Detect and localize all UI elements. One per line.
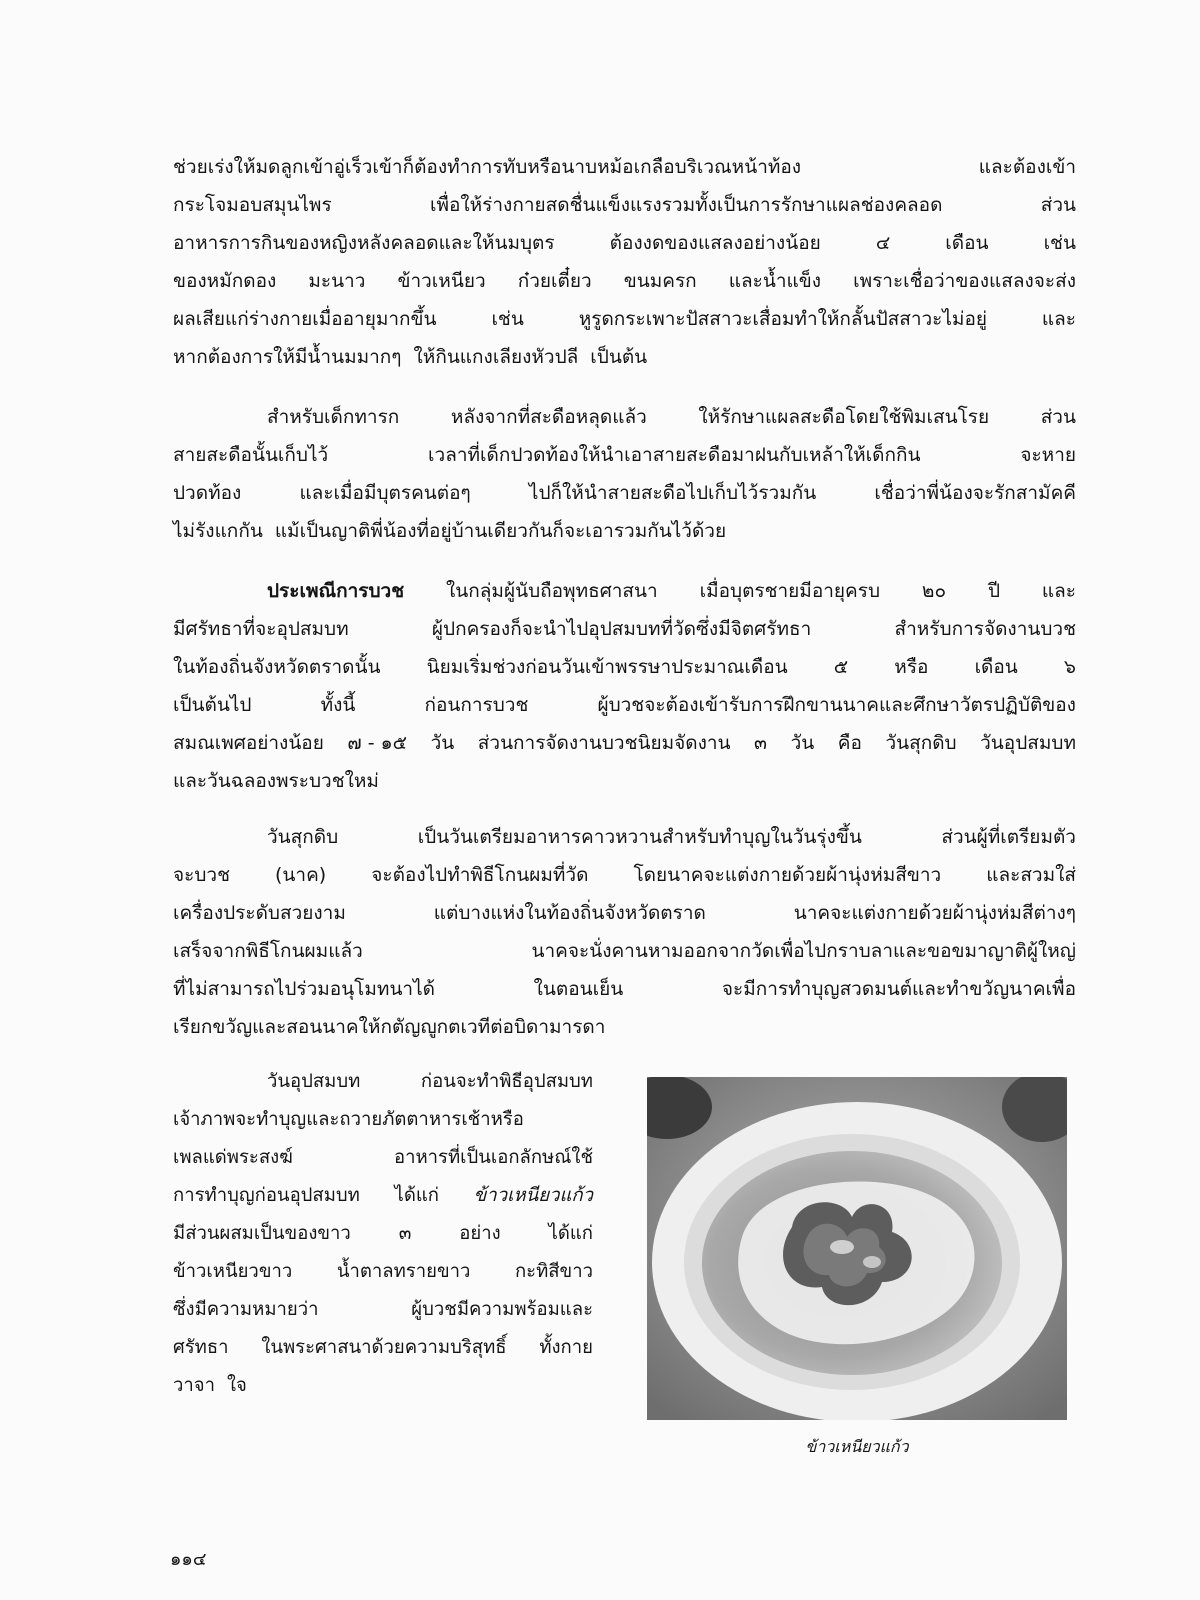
text-word: ข้าวเหนียว bbox=[397, 270, 486, 292]
text-word: ศรัทธา bbox=[173, 1337, 229, 1358]
text-word: ช่วยเร่งให้มดลูกเข้าอู่เร็วเข้าก็ต้องทำการทับหรือนาบหม้อเกลือบริเวณหน้าท้อง bbox=[173, 156, 802, 178]
paragraph-ordination-tradition bbox=[173, 572, 1076, 800]
text-word: ๗ - ๑๕ bbox=[347, 732, 408, 754]
text-word: ทั้งนี้ bbox=[320, 694, 356, 716]
text-word: มีศรัทธาที่จะอุปสมบท bbox=[173, 618, 349, 640]
text-word: เดือน bbox=[945, 232, 989, 254]
text-line bbox=[173, 224, 1076, 262]
text-word: วันสุกดิบ bbox=[267, 826, 339, 848]
page-number: ๑๑๔ bbox=[170, 1549, 207, 1570]
text-word: วันสุกดิบ bbox=[885, 732, 957, 754]
text-word: และต้องเข้า bbox=[978, 156, 1076, 178]
text-word: เจ้าภาพจะทำบุญและถวายภัตตาหารเช้าหรือ bbox=[173, 1109, 524, 1130]
text-word: วันอุปสมบท bbox=[267, 1071, 361, 1092]
text-line bbox=[173, 970, 1076, 1008]
text-word: เช่น bbox=[1043, 232, 1076, 254]
text-line bbox=[173, 338, 1076, 376]
text-word: วาจา bbox=[173, 1375, 216, 1396]
text-line bbox=[173, 648, 1076, 686]
text-word: ส่วนผู้ที่เตรียมตัว bbox=[941, 826, 1076, 848]
text-line bbox=[173, 762, 1076, 800]
text-word: ในกลุ่มผู้นับถือพุทธศาสนา bbox=[446, 580, 658, 602]
text-word: และเมื่อมีบุตรคนต่อๆ bbox=[299, 482, 471, 504]
text-line bbox=[173, 1291, 593, 1329]
text-word: แต่บางแห่งในท้องถิ่นจังหวัดตราด bbox=[433, 902, 706, 924]
text-word: ในพระศาสนาด้วยความบริสุทธิ์ bbox=[261, 1337, 507, 1358]
photo-caption: ข้าวเหนียวแก้ว bbox=[805, 1437, 909, 1456]
text-word: คือ bbox=[837, 732, 862, 754]
paragraph-infant-care bbox=[173, 398, 1076, 550]
text-line bbox=[173, 1367, 593, 1405]
dessert-bowl-image bbox=[647, 1077, 1067, 1420]
text-word: ซึ่งมีความหมายว่า bbox=[173, 1299, 319, 1320]
text-word: นิยมเริ่มช่วงก่อนวันเข้าพรรษาประมาณเดือน bbox=[426, 656, 788, 678]
text-word: เดือน bbox=[974, 656, 1018, 678]
text-word: โดยนาคจะแต่งกายด้วยผ้านุ่งห่มสีขาว bbox=[633, 864, 942, 886]
text-word: ปี bbox=[987, 580, 1000, 602]
text-word: ผู้บวชมีความพร้อมและ bbox=[411, 1299, 593, 1320]
text-line bbox=[173, 724, 1076, 762]
text-line bbox=[173, 512, 1076, 550]
text-word: ให้รักษาแผลสะดือโดยใช้พิมเสนโรย bbox=[698, 406, 990, 428]
text-word: เวลาที่เด็กปวดท้องให้นำเอาสายสะดือมาฝนกับเหล้าให้เด็กกิน bbox=[428, 444, 921, 466]
text-word: ให้กินแกงเลียงหัวปลี bbox=[413, 346, 579, 368]
text-word: ๒๐ bbox=[921, 580, 947, 602]
text-line bbox=[173, 1101, 593, 1139]
text-word: การทำบุญก่อนอุปสมบท bbox=[173, 1185, 360, 1206]
text-word: สายสะดือนั้นเก็บไว้ bbox=[173, 444, 329, 466]
text-word: ใจ bbox=[227, 1375, 247, 1396]
paragraph-sukdib-day bbox=[173, 818, 1076, 1046]
text-word: หรือ bbox=[894, 656, 929, 678]
text-word: ขนมครก bbox=[623, 270, 697, 292]
text-word: จะมีการทำบุญสวดมนต์และทำขวัญนาคเพื่อ bbox=[721, 978, 1076, 1000]
text-line bbox=[173, 1139, 593, 1177]
text-word: ประเพณีการบวช bbox=[267, 580, 405, 602]
text-word: หูรูดกระเพาะปัสสาวะเสื่อมทำให้กลั้นปัสสาวะไม่อยู่ bbox=[578, 308, 987, 330]
text-word: และน้ำแข็ง bbox=[728, 270, 821, 292]
text-word: ๓ bbox=[398, 1223, 412, 1244]
text-line bbox=[173, 1215, 593, 1253]
text-word: ที่ไม่สามารถไปร่วมอนุโมทนาได้ bbox=[173, 978, 435, 1000]
text-word: หลังจากที่สะดือหลุดแล้ว bbox=[450, 406, 647, 428]
text-word: ผู้บวชจะต้องเข้ารับการฝึกขานนาคและศึกษาวัตรปฏิบัติของ bbox=[597, 694, 1076, 716]
text-word: เสร็จจากพิธีโกนผมแล้ว bbox=[173, 940, 363, 962]
text-word: ข้าวเหนียวแก้ว bbox=[473, 1185, 593, 1206]
text-line bbox=[173, 1329, 593, 1367]
text-word: กระโจมอบสมุนไพร bbox=[173, 194, 332, 216]
text-word: วัน bbox=[430, 732, 455, 754]
text-word: ได้แก่ bbox=[548, 1223, 593, 1244]
photo-sticky-rice-dessert bbox=[647, 1077, 1067, 1420]
text-word: เพลแด่พระสงฆ์ bbox=[173, 1147, 293, 1168]
text-word: และวันฉลองพระบวชใหม่ bbox=[173, 770, 379, 792]
text-line bbox=[173, 686, 1076, 724]
text-word: ๖ bbox=[1063, 656, 1076, 678]
text-word: ไม่รังแกกัน bbox=[173, 520, 263, 542]
text-word: นาคจะนั่งคานหามออกจากวัดเพื่อไปกราบลาและขอขมาญาติผู้ใหญ่ bbox=[531, 940, 1076, 962]
text-line bbox=[173, 1008, 1076, 1046]
text-word: อย่าง bbox=[459, 1223, 501, 1244]
text-line bbox=[173, 932, 1076, 970]
text-word: มะนาว bbox=[308, 270, 366, 292]
text-word: และสวมใส่ bbox=[986, 864, 1076, 886]
text-line bbox=[173, 398, 1076, 436]
text-line bbox=[173, 186, 1076, 224]
text-word: เชื่อว่าพี่น้องจะรักสามัคคี bbox=[874, 482, 1076, 504]
text-line bbox=[173, 856, 1076, 894]
text-word: ส่วนการจัดงานบวชนิยมจัดงาน bbox=[477, 732, 731, 754]
text-word: เพื่อให้ร่างกายสดชื่นแข็งแรงรวมทั้งเป็นการรักษาแผลช่องคลอด bbox=[429, 194, 943, 216]
text-word: เป็นวันเตรียมอาหารคาวหวานสำหรับทำบุญในวันรุ่งขึ้น bbox=[417, 826, 862, 848]
text-line bbox=[173, 148, 1076, 186]
text-word: ๓ bbox=[754, 732, 768, 754]
text-word: สมณเพศอย่างน้อย bbox=[173, 732, 324, 754]
text-line bbox=[173, 818, 1076, 856]
text-word: ผลเสียแก่ร่างกายเมื่ออายุมากขึ้น bbox=[173, 308, 437, 330]
text-line bbox=[173, 1253, 593, 1291]
text-line bbox=[173, 610, 1076, 648]
text-word: ก่อนการบวช bbox=[424, 694, 529, 716]
text-word: ข้าวเหนียวขาว bbox=[173, 1261, 293, 1282]
text-word: ๔ bbox=[875, 232, 891, 254]
text-word: เช่น bbox=[491, 308, 524, 330]
text-word: สำหรับการจัดงานบวช bbox=[894, 618, 1076, 640]
text-line bbox=[173, 894, 1076, 932]
text-word: วันอุปสมบท bbox=[980, 732, 1076, 754]
text-word: หากต้องการให้มีน้ำนมมากๆ bbox=[173, 346, 402, 368]
text-word: แม้เป็นญาติพี่น้องที่อยู่บ้านเดียวกันก็จะเอารวมกันไว้ด้วย bbox=[274, 520, 727, 542]
text-word: ของหมักดอง bbox=[173, 270, 277, 292]
text-word: ส่วน bbox=[1040, 406, 1076, 428]
text-word: น้ำตาลทรายขาว bbox=[336, 1261, 471, 1282]
text-word: เครื่องประดับสวยงาม bbox=[173, 902, 346, 924]
text-word: เป็นต้น bbox=[590, 346, 648, 368]
text-word: อาหารที่เป็นเอกลักษณ์ใช้ bbox=[393, 1147, 593, 1168]
text-word: ต้องงดของแสลงอย่างน้อย bbox=[609, 232, 821, 254]
text-word: จะหาย bbox=[1020, 444, 1076, 466]
text-word: (นาค) bbox=[275, 864, 327, 886]
text-word: ๕ bbox=[833, 656, 849, 678]
paragraph-upasombot-day bbox=[173, 1063, 593, 1405]
text-word: ทั้งกาย bbox=[539, 1337, 593, 1358]
text-word: วัน bbox=[790, 732, 815, 754]
text-line bbox=[173, 572, 1076, 610]
text-word: จะบวช bbox=[173, 864, 230, 886]
text-line bbox=[173, 262, 1076, 300]
text-word: อาหารการกินของหญิงหลังคลอดและให้นมบุตร bbox=[173, 232, 555, 254]
text-line bbox=[173, 1177, 593, 1215]
text-word: จะต้องไปทำพิธีโกนผมที่วัด bbox=[371, 864, 589, 886]
text-word: กะทิสีขาว bbox=[514, 1261, 593, 1282]
text-word: เรียกขวัญและสอนนาคให้กตัญญูกตเวทีต่อบิดามารดา bbox=[173, 1016, 606, 1038]
text-word: ในท้องถิ่นจังหวัดตราดนั้น bbox=[173, 656, 381, 678]
text-word: ในตอนเย็น bbox=[533, 978, 624, 1000]
text-word: และ bbox=[1041, 580, 1076, 602]
text-word: ก่อนจะทำพิธีอุปสมบท bbox=[420, 1071, 593, 1092]
text-word: ปวดท้อง bbox=[173, 482, 242, 504]
paragraph-postpartum-care bbox=[173, 148, 1076, 376]
text-word: ส่วน bbox=[1040, 194, 1076, 216]
text-word: ผู้ปกครองก็จะนำไปอุปสมบทที่วัดซึ่งมีจิตศรัทธา bbox=[431, 618, 812, 640]
text-word: นาคจะแต่งกายด้วยผ้านุ่งห่มสีต่างๆ bbox=[793, 902, 1076, 924]
text-word: ก๋วยเตี๋ยว bbox=[517, 270, 592, 292]
text-word: เป็นต้นไป bbox=[173, 694, 252, 716]
text-word: มีส่วนผสมเป็นของขาว bbox=[173, 1223, 351, 1244]
text-word: สำหรับเด็กทารก bbox=[267, 406, 400, 428]
text-word: และ bbox=[1041, 308, 1076, 330]
text-line bbox=[173, 300, 1076, 338]
text-line bbox=[173, 474, 1076, 512]
text-word: เมื่อบุตรชายมีอายุครบ bbox=[699, 580, 881, 602]
text-word: ไปก็ให้นำสายสะดือไปเก็บไว้รวมกัน bbox=[528, 482, 817, 504]
text-line bbox=[173, 436, 1076, 474]
text-line bbox=[173, 1063, 593, 1101]
text-word: เพราะเชื่อว่าของแสลงจะส่ง bbox=[853, 270, 1076, 292]
text-word: ได้แก่ bbox=[394, 1185, 439, 1206]
